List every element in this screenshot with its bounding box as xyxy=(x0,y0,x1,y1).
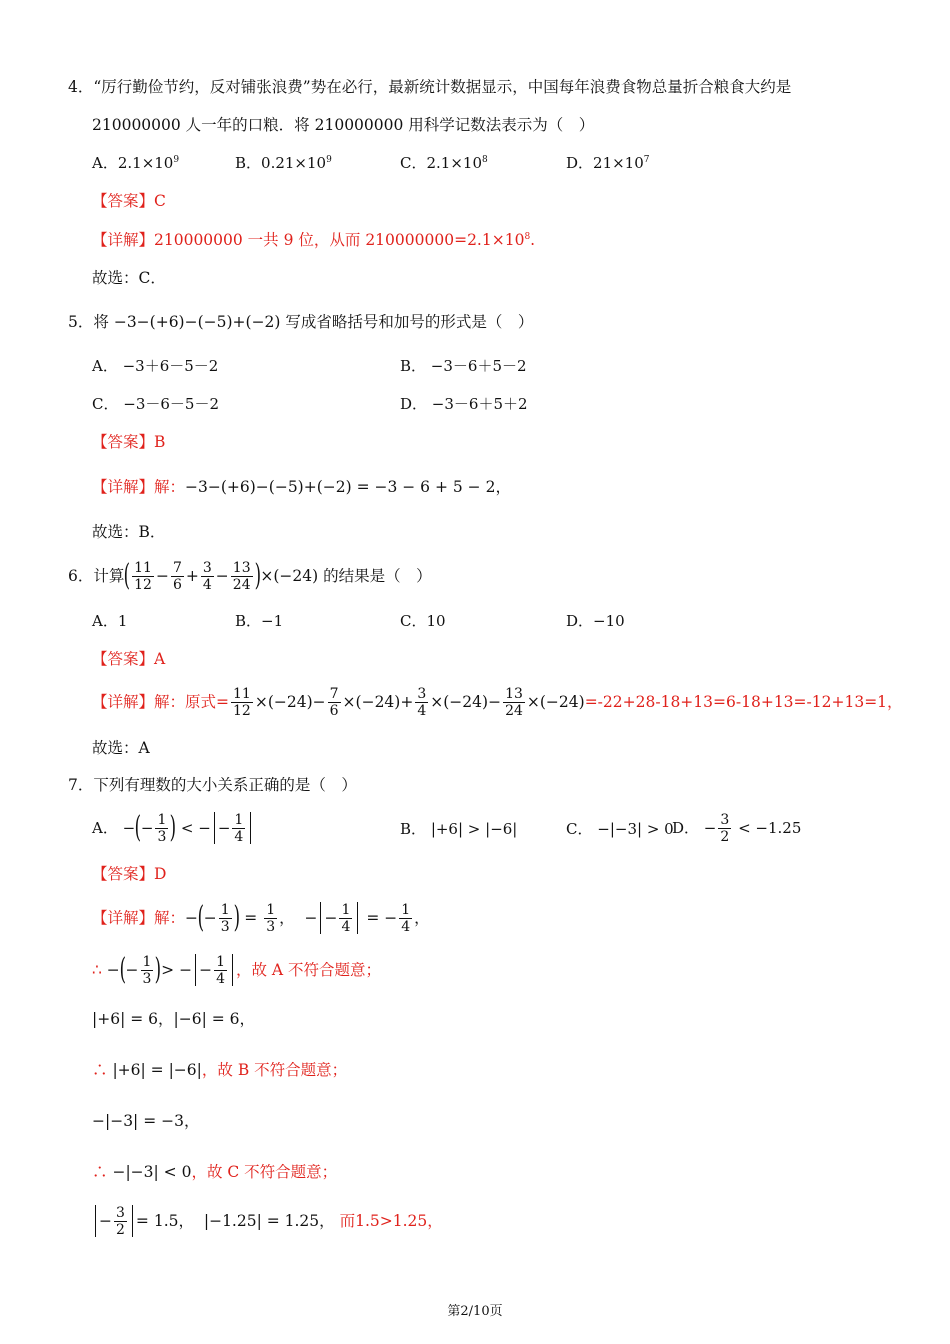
numerator: 3 xyxy=(417,685,427,702)
detail-label: 【详解】解： xyxy=(92,909,186,927)
denominator: 3 xyxy=(266,918,276,935)
denominator: 4 xyxy=(202,576,212,593)
fraction xyxy=(132,560,154,593)
option-label: B． xyxy=(400,820,427,838)
detail-expression: −|−3| < 0 xyxy=(112,1163,192,1181)
denominator: 3 xyxy=(142,970,152,987)
right-paren: ) xyxy=(155,952,162,987)
q4-choose: 故选：C． xyxy=(92,269,166,287)
abs-bar xyxy=(132,1205,133,1237)
left-paren: ( xyxy=(124,558,131,593)
q7-detail-line5: −|−3| = −3， xyxy=(92,1112,200,1130)
numerator: 1 xyxy=(220,901,230,918)
numerator: 1 xyxy=(157,811,167,828)
fraction xyxy=(415,686,428,719)
option-label: C． xyxy=(400,154,427,172)
exponent: 9 xyxy=(173,155,180,165)
option-text: 2.1×10 xyxy=(426,154,482,172)
denominator: 24 xyxy=(232,576,251,593)
numerator: 1 xyxy=(142,953,152,970)
numerator: 1 xyxy=(234,811,244,828)
q7-option-b xyxy=(400,818,517,840)
q4-option-b xyxy=(235,152,332,174)
q4-detail xyxy=(92,229,535,251)
q5-expression: −3−(+6)−(−5)+(−2) xyxy=(113,313,281,331)
q4-answer: 【答案】C xyxy=(92,192,166,210)
multiplier: ×(−24) xyxy=(526,693,585,711)
q7-option-d: D． − $\frac{3}{2}$ < −1.25 xyxy=(672,811,802,845)
abs-bar xyxy=(320,902,321,934)
denominator: 4 xyxy=(234,828,244,845)
exponent: 9 xyxy=(326,155,332,165)
option-label: A． xyxy=(92,154,118,172)
fraction xyxy=(201,560,214,593)
q7-detail-line4 xyxy=(92,1059,347,1081)
denominator: 24 xyxy=(505,702,523,719)
q4-line2: 210000000 人一年的口粮．将 210000000 用科学记数法表示为（ ） xyxy=(92,116,595,134)
q5-choose: 故选：B． xyxy=(92,523,166,541)
q5-stem xyxy=(68,311,533,333)
denominator: 3 xyxy=(220,918,230,935)
fraction xyxy=(171,560,184,593)
q6-choose: 故选：A xyxy=(92,739,150,757)
detail-end: ， xyxy=(495,478,511,496)
q7-detail-line2: ∴ − ( − $\frac{1}{3}$ ) > − − $\frac{1}{4}$ ，故 A 不符合题意； xyxy=(92,952,382,987)
option-text: 21×10 xyxy=(593,154,644,172)
numerator: 1 xyxy=(341,901,351,918)
q7-number: 7． xyxy=(68,776,94,794)
q5-option-b: B． −3－6＋5－2 xyxy=(400,357,527,375)
denominator: 2 xyxy=(720,828,730,845)
fraction xyxy=(141,954,154,987)
option-text: 2.1×10 xyxy=(117,154,174,172)
detail-label: 【详解】解：原式= xyxy=(92,693,229,711)
right-paren: ) xyxy=(254,558,261,593)
page-footer: 第2/10页 xyxy=(447,1304,503,1319)
denominator: 3 xyxy=(157,828,167,845)
option-label: D． xyxy=(672,819,700,837)
conclusion-c: ，故 C 不符合题意； xyxy=(191,1163,338,1181)
option-label: A． xyxy=(92,819,118,837)
q5-option-c: C． −3－6－5－2 xyxy=(92,395,219,413)
option-label: B． xyxy=(235,154,262,172)
fraction xyxy=(231,686,253,719)
q6-answer: 【答案】A xyxy=(92,650,166,668)
q7-detail-line7: − $\frac{3}{2}$ = 1.5， |−1.25| = 1.25， 而1.5>1.25， xyxy=(92,1201,443,1241)
detail-expression: −3−(+6)−(−5)+(−2) = −3 − 6 + 5 − 2 xyxy=(185,478,496,496)
fraction xyxy=(155,812,168,845)
fraction xyxy=(399,902,412,935)
q5-pre: 将 xyxy=(93,313,109,331)
abs-bar xyxy=(357,902,358,934)
exponent: 7 xyxy=(643,155,650,165)
detail-expression: |+6| = |−6| xyxy=(112,1061,202,1079)
denominator: 6 xyxy=(329,702,339,719)
abs-bar xyxy=(195,954,196,986)
multiplier: ×(−24) xyxy=(342,693,401,711)
denominator: 12 xyxy=(134,576,152,593)
fraction xyxy=(231,560,253,593)
numerator: 1 xyxy=(216,953,225,970)
q4-option-a xyxy=(92,152,179,174)
q6-option-d: D．−10 xyxy=(566,612,625,630)
left-paren: ( xyxy=(134,810,142,845)
q4-option-d xyxy=(566,152,650,174)
numerator: 13 xyxy=(505,685,523,702)
q7-answer: 【答案】D xyxy=(92,865,167,883)
numerator: 11 xyxy=(233,685,251,702)
q5-number: 5． xyxy=(68,313,94,331)
denominator: 4 xyxy=(401,918,411,935)
therefore-symbol: ∴ xyxy=(92,1061,108,1079)
option-label: C． xyxy=(566,820,593,838)
q7-option-c xyxy=(566,818,674,840)
conclusion-b: ，故 B 不符合题意； xyxy=(201,1061,348,1079)
option-expression: |+6| > |−6| xyxy=(430,820,518,838)
detail-end: . xyxy=(530,231,536,249)
option-label: D． xyxy=(566,154,594,172)
right-paren: ) xyxy=(170,810,177,845)
numerator: 3 xyxy=(116,1204,125,1221)
q7-detail-line3: |+6| = 6，|−6| = 6， xyxy=(92,1010,255,1028)
denominator: 12 xyxy=(233,702,251,719)
detail-label: 【详解】解： xyxy=(92,478,186,496)
numerator: 1 xyxy=(401,901,411,918)
fraction xyxy=(219,902,232,935)
numerator: 7 xyxy=(329,685,339,702)
q6-option-a: A．1 xyxy=(92,612,128,630)
therefore-symbol: ∴ xyxy=(92,961,102,979)
q6-option-b: B．−1 xyxy=(235,612,284,630)
numerator: 1 xyxy=(266,901,276,918)
q5-answer: 【答案】B xyxy=(92,433,166,451)
q7-stem xyxy=(68,774,357,796)
detail-compare: 而1.5>1.25， xyxy=(339,1212,443,1230)
q7-detail-line6 xyxy=(92,1161,337,1183)
q7-detail-line1: 【详解】解： − ( − $\frac{1}{3}$ ) = $\frac{1}{3}$ ， − − $\frac{1}{4}$ = − $\frac{1}{4}$ ， xyxy=(92,900,430,935)
abs-bar xyxy=(95,1205,96,1237)
left-paren: ( xyxy=(119,952,126,987)
q4-line1 xyxy=(68,76,791,98)
denominator: 2 xyxy=(116,1221,125,1238)
detail-text: 【详解】210000000 一共 9 位，从而 210000000=2.1×10 xyxy=(92,231,525,249)
q7-option-a: A． − ( − $\frac{1}{3}$ ) < − − $\frac{1}{4}$ xyxy=(92,808,254,848)
detail-value: = 1.5， xyxy=(135,1212,194,1230)
fraction xyxy=(718,812,731,845)
abs-bar xyxy=(214,812,215,844)
q6-stem: 6． 计算 ( $\frac{11}{12}$ − $\frac{7}{6}$ + $\frac{3}{4}$ − $\frac{13}{24}$ ) ×(−24) 的结果是（ ） xyxy=(68,558,432,593)
denominator: 4 xyxy=(341,918,351,935)
conclusion-a: ，故 A 不符合题意； xyxy=(235,961,382,979)
q5-option-d: D． −3－6＋5＋2 xyxy=(400,395,528,413)
numerator: 7 xyxy=(172,559,182,576)
exponent: 8 xyxy=(482,155,488,165)
q4-option-c xyxy=(400,152,488,174)
numerator: 11 xyxy=(134,559,152,576)
q6-pre: 计算 xyxy=(93,567,125,585)
fraction xyxy=(503,686,525,719)
fraction xyxy=(328,686,341,719)
abs-bar xyxy=(232,954,233,986)
q5-option-a: A． −3＋6－5－2 xyxy=(92,357,219,375)
q5-detail xyxy=(92,476,511,498)
detail-value: |−1.25| = 1.25， xyxy=(203,1212,335,1230)
q6-post: 的结果是（ ） xyxy=(323,567,432,585)
q5-post: 写成省略括号和加号的形式是（ ） xyxy=(285,313,534,331)
q6-option-c: C．10 xyxy=(400,612,446,630)
multiplier: ×(−24) xyxy=(254,693,313,711)
option-expression: < −1.25 xyxy=(738,819,802,837)
option-expression: −|−3| > 0 xyxy=(597,820,674,838)
right-paren: ) xyxy=(233,900,240,935)
multiplier: ×(−24) xyxy=(430,693,489,711)
q6-detail: 【详解】解：原式= $\frac{11}{12}$ ×(−24) − $\frac{7}{6}$ ×(−24) + $\frac{3}{4}$ ×(−24) − $\frac{13}{24}$ ×(−24) =-22+28-18+13=6-18+13=-12+13=1， xyxy=(92,685,903,719)
therefore-symbol: ∴ xyxy=(92,1163,108,1181)
fraction xyxy=(232,812,245,845)
q7-stem-text: 下列有理数的大小关系正确的是（ ） xyxy=(93,776,357,794)
multiplier: ×(−24) xyxy=(260,567,319,585)
fraction xyxy=(339,902,352,935)
detail-tail: =-22+28-18+13=6-18+13=-12+13=1， xyxy=(584,693,903,711)
abs-bar xyxy=(250,812,251,844)
q4-stem-line1: “厉行勤俭节约，反对铺张浪费”势在必行，最新统计数据显示，中国每年浪费食物总量折合粮食大约是 xyxy=(93,78,792,96)
q4-number: 4． xyxy=(68,78,94,96)
q6-number: 6． xyxy=(68,567,94,585)
denominator: 4 xyxy=(417,702,427,719)
left-paren: ( xyxy=(197,900,205,935)
denominator: 6 xyxy=(172,576,182,593)
fraction xyxy=(214,954,227,987)
fraction xyxy=(114,1205,127,1238)
denominator: 4 xyxy=(216,970,225,987)
numerator: 3 xyxy=(720,811,730,828)
numerator: 3 xyxy=(202,559,212,576)
numerator: 13 xyxy=(232,559,251,576)
option-text: 0.21×10 xyxy=(261,154,327,172)
fraction xyxy=(264,902,277,935)
exponent: 8 xyxy=(524,232,531,242)
